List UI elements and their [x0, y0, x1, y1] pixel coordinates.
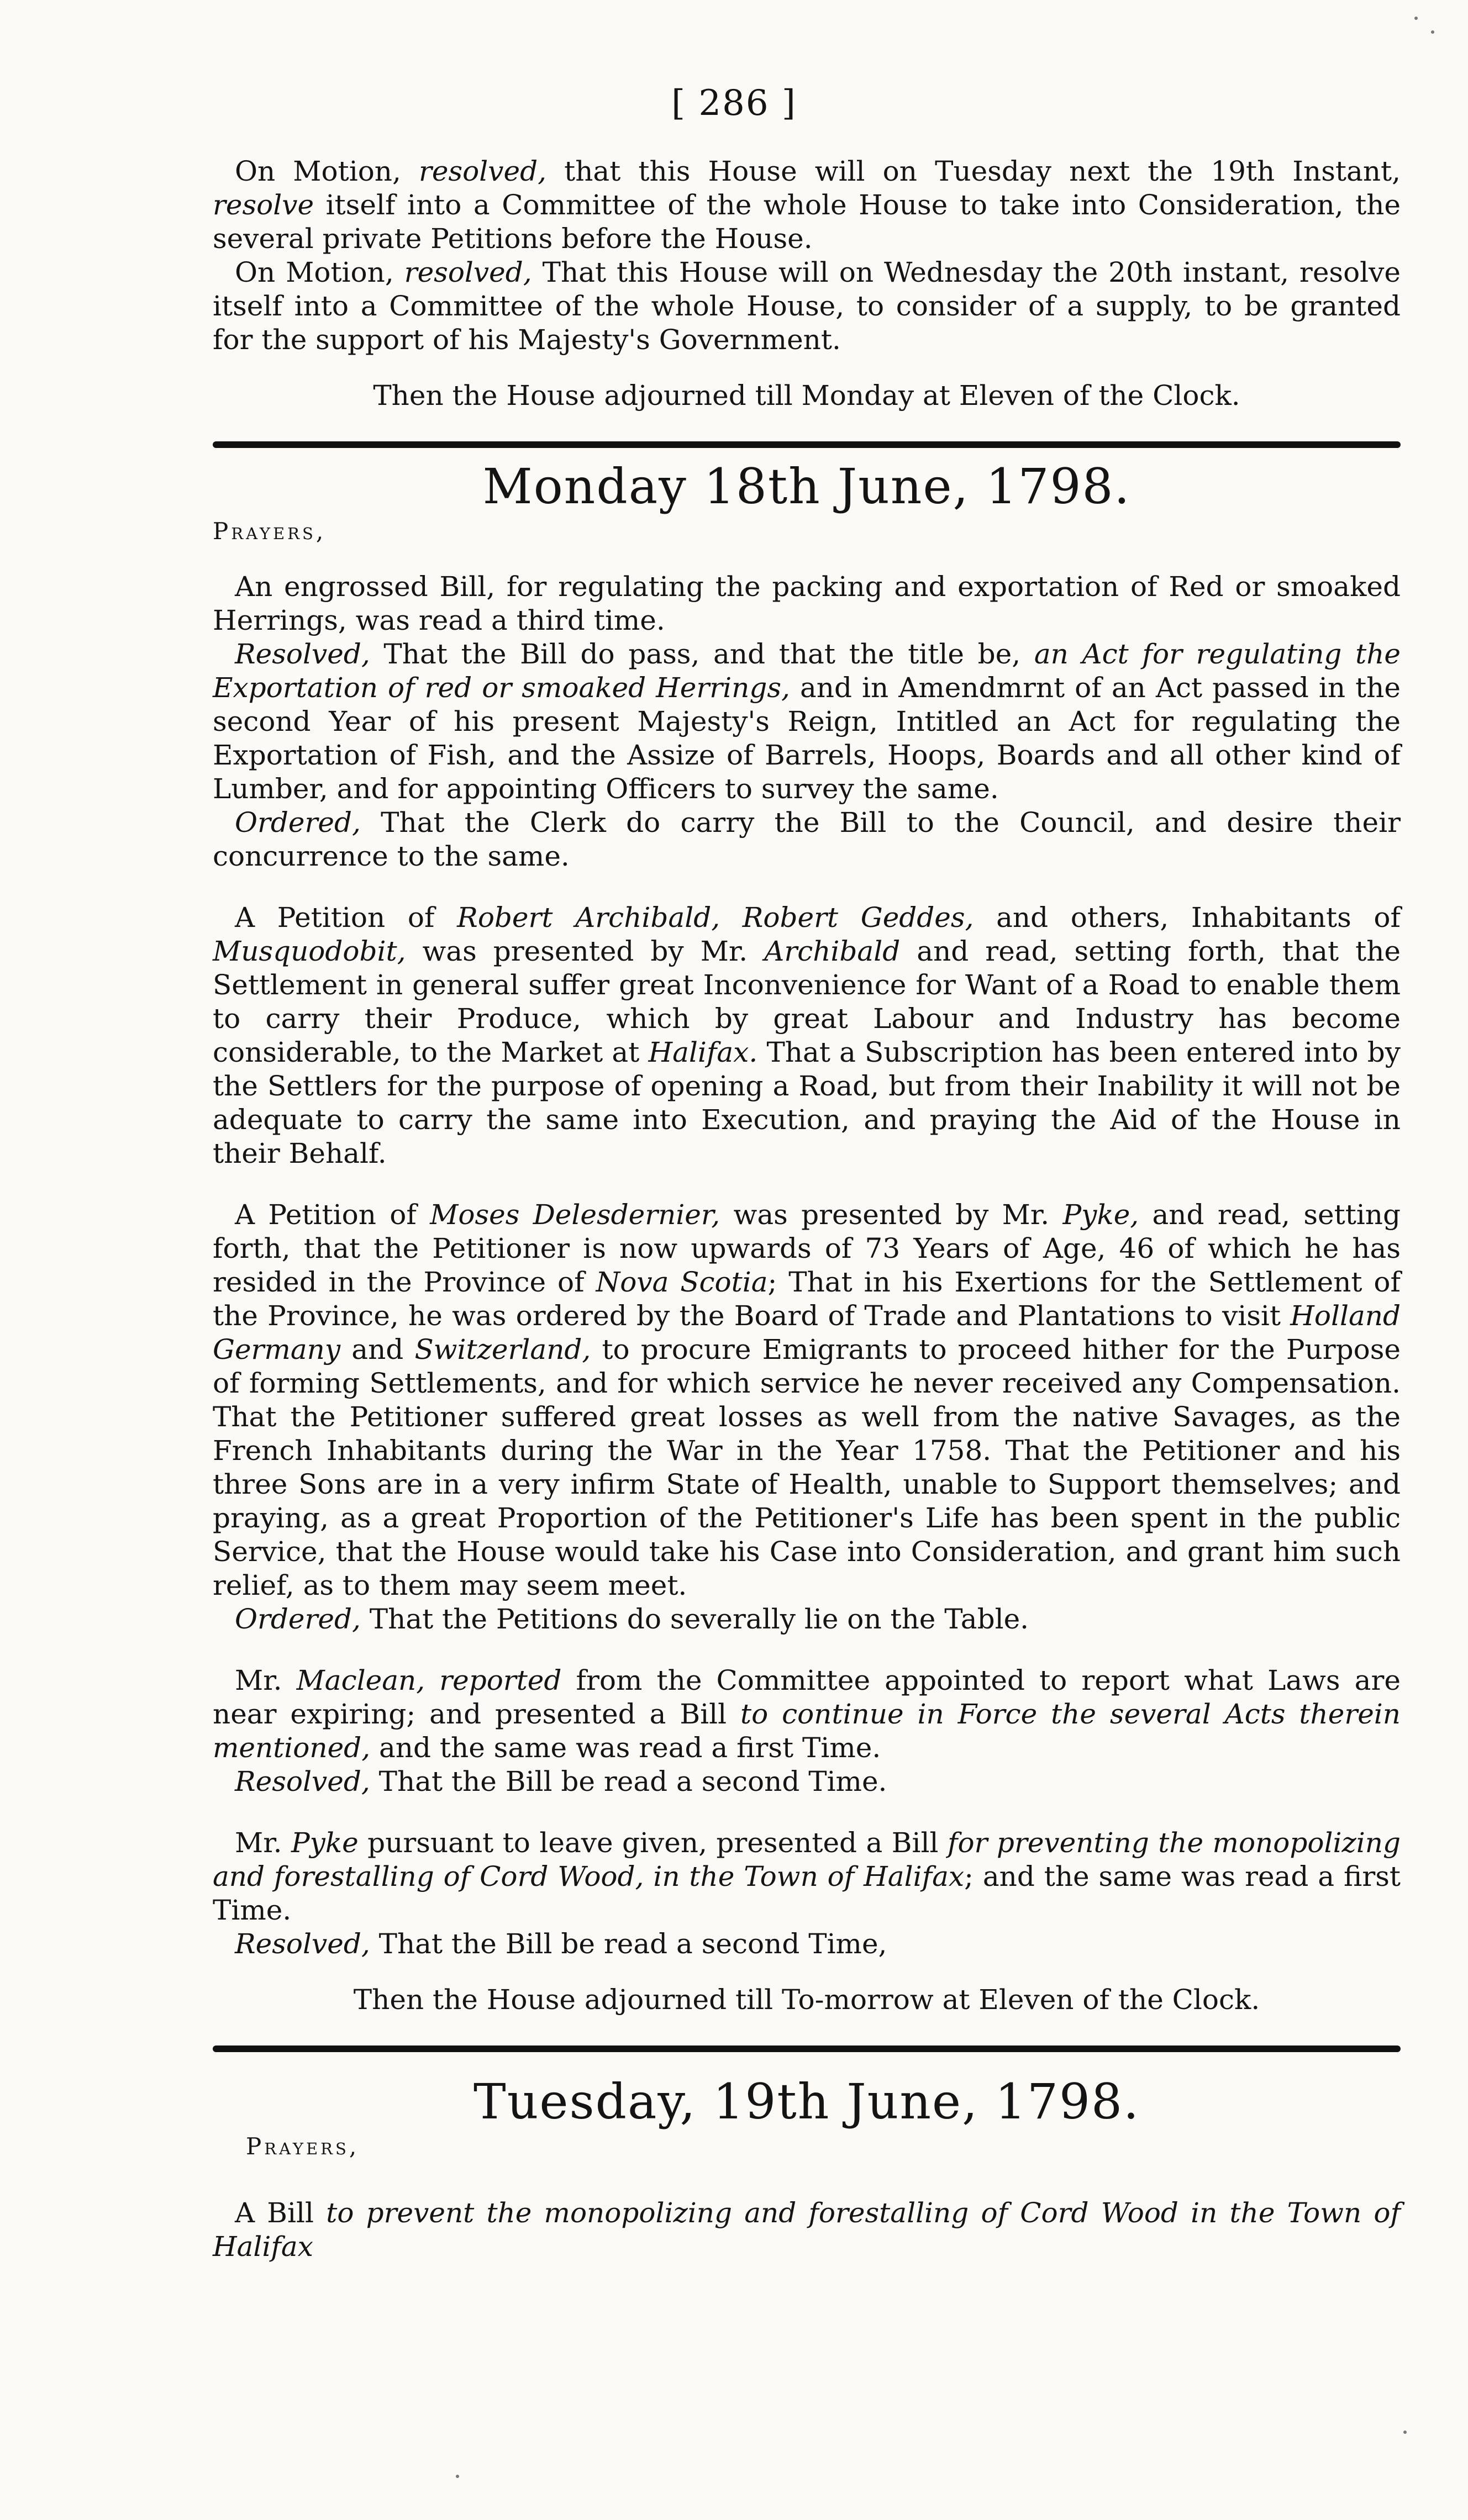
ordered-paragraph-2: Ordered, That the Petitions do severally lie on the Table. — [235, 1603, 1029, 1635]
report-maclean-paragraph: Mr. Maclean, reported from the Committee appointed to report what Laws are near expiring; and presented a Bill to continue in Force the several Acts therein mentioned, and the same was read a first Time. — [213, 1664, 1401, 1764]
resolved-paragraph-2: Resolved, That the Bill be read a second Time. — [235, 1765, 887, 1797]
text-column — [213, 155, 1401, 2264]
date-heading-monday: Monday 18th June, 1798. — [482, 458, 1131, 515]
engrossed-bill-paragraph: An engrossed Bill, for regulating the packing and exportation of Red or smoaked Herrings, was read a third time. — [213, 571, 1401, 636]
print-speck — [456, 2475, 459, 2478]
ordered-paragraph-1: Ordered, That the Clerk do carry the Bill to the Council, and desire their concurrence to the same. — [213, 806, 1401, 872]
prayers-label-2: Prayers, — [246, 2133, 360, 2160]
resolved-paragraph-3: Resolved, That the Bill be read a second Time, — [235, 1928, 887, 1960]
section-divider-1 — [213, 441, 1401, 448]
page-number: [ 286 ] — [671, 83, 797, 124]
adjourn-line-1: Then the House adjourned till Monday at Eleven of the Clock. — [373, 379, 1240, 412]
resolved-paragraph-1: Resolved, That the Bill do pass, and that the title be, an Act for regulating the Exportation of red or smoaked Herrings, and in Amendmrnt of an Act passed in the second Year of his present Majesty's Reign, Intitled an Act for regulating the Exportation of Fish, and the Assize of Barrels, Hoops, Boards and all other kind of Lumber, and for appointing Officers to survey the same. — [213, 638, 1401, 805]
petition-delesdernier-paragraph: A Petition of Moses Delesdernier, was presented by Mr. Pyke, and read, setting forth, that the Petitioner is now upwards of 73 Years of Age, 46 of which he has resided in the Province of Nova Scotia; That in his Exertions for the Settlement of the Province, he was ordered by the Board of Trade and Plantations to visit Holland Germany and Switzerland, to procure Emigrants to proceed hither for the Purpose of forming Settlements, and for which service he never received any Compensation. That the Petitioner suffered great losses as well from the native Savages, as the French Inhabitants during the War in the Year 1758. That the Petitioner and his three Sons are in a very infirm State of Health, unable to Support themselves; and praying, as a great Proportion of the Petitioner's Life has been spent in the public Service, that the House would take his Case into Consideration, and grant him such relief, as to them may seem meet. — [213, 1199, 1401, 1601]
print-speck — [1431, 30, 1434, 34]
print-speck — [1414, 17, 1418, 20]
prayers-label-1: Prayers, — [213, 518, 327, 545]
bill-pyke-paragraph: Mr. Pyke pursuant to leave given, presented a Bill for preventing the monopolizing and forestalling of Cord Wood, in the Town of Halifax; and the same was read a first Time. — [213, 1827, 1401, 1926]
bill-cord-wood-paragraph: A Bill to prevent the monopolizing and forestalling of Cord Wood in the Town of Halifax — [213, 2197, 1401, 2263]
section-divider-2 — [213, 2045, 1401, 2052]
motion-paragraph-1: On Motion, resolved, that this House will on Tuesday next the 19th Instant, resolve itself into a Committee of the whole House to take into Consideration, the several private Petitions before the House. — [213, 155, 1401, 255]
adjourn-line-2: Then the House adjourned till To-morrow at Eleven of the Clock. — [353, 1984, 1260, 2016]
print-speck — [1403, 2431, 1407, 2434]
date-heading-tuesday: Tuesday, 19th June, 1798. — [473, 2073, 1140, 2130]
petition-archibald-paragraph: A Petition of Robert Archibald, Robert Geddes, and others, Inhabitants of Musquodobit, was presented by Mr. Archibald and read, setting forth, that the Settlement in general suffer great Inconvenience for Want of a Road to enable them to carry their Produce, which by great Labour and Industry has become considerable, to the Market at Halifax. That a Subscription has been entered into by the Settlers for the purpose of opening a Road, but from their Inability it will not be adequate to carry the same into Execution, and praying the Aid of the House in their Behalf. — [213, 901, 1401, 1169]
motion-paragraph-2: On Motion, resolved, That this House will on Wednesday the 20th instant, resolve itself into a Committee of the whole House, to consider of a supply, to be granted for the support of his Majesty's Government. — [213, 256, 1401, 356]
